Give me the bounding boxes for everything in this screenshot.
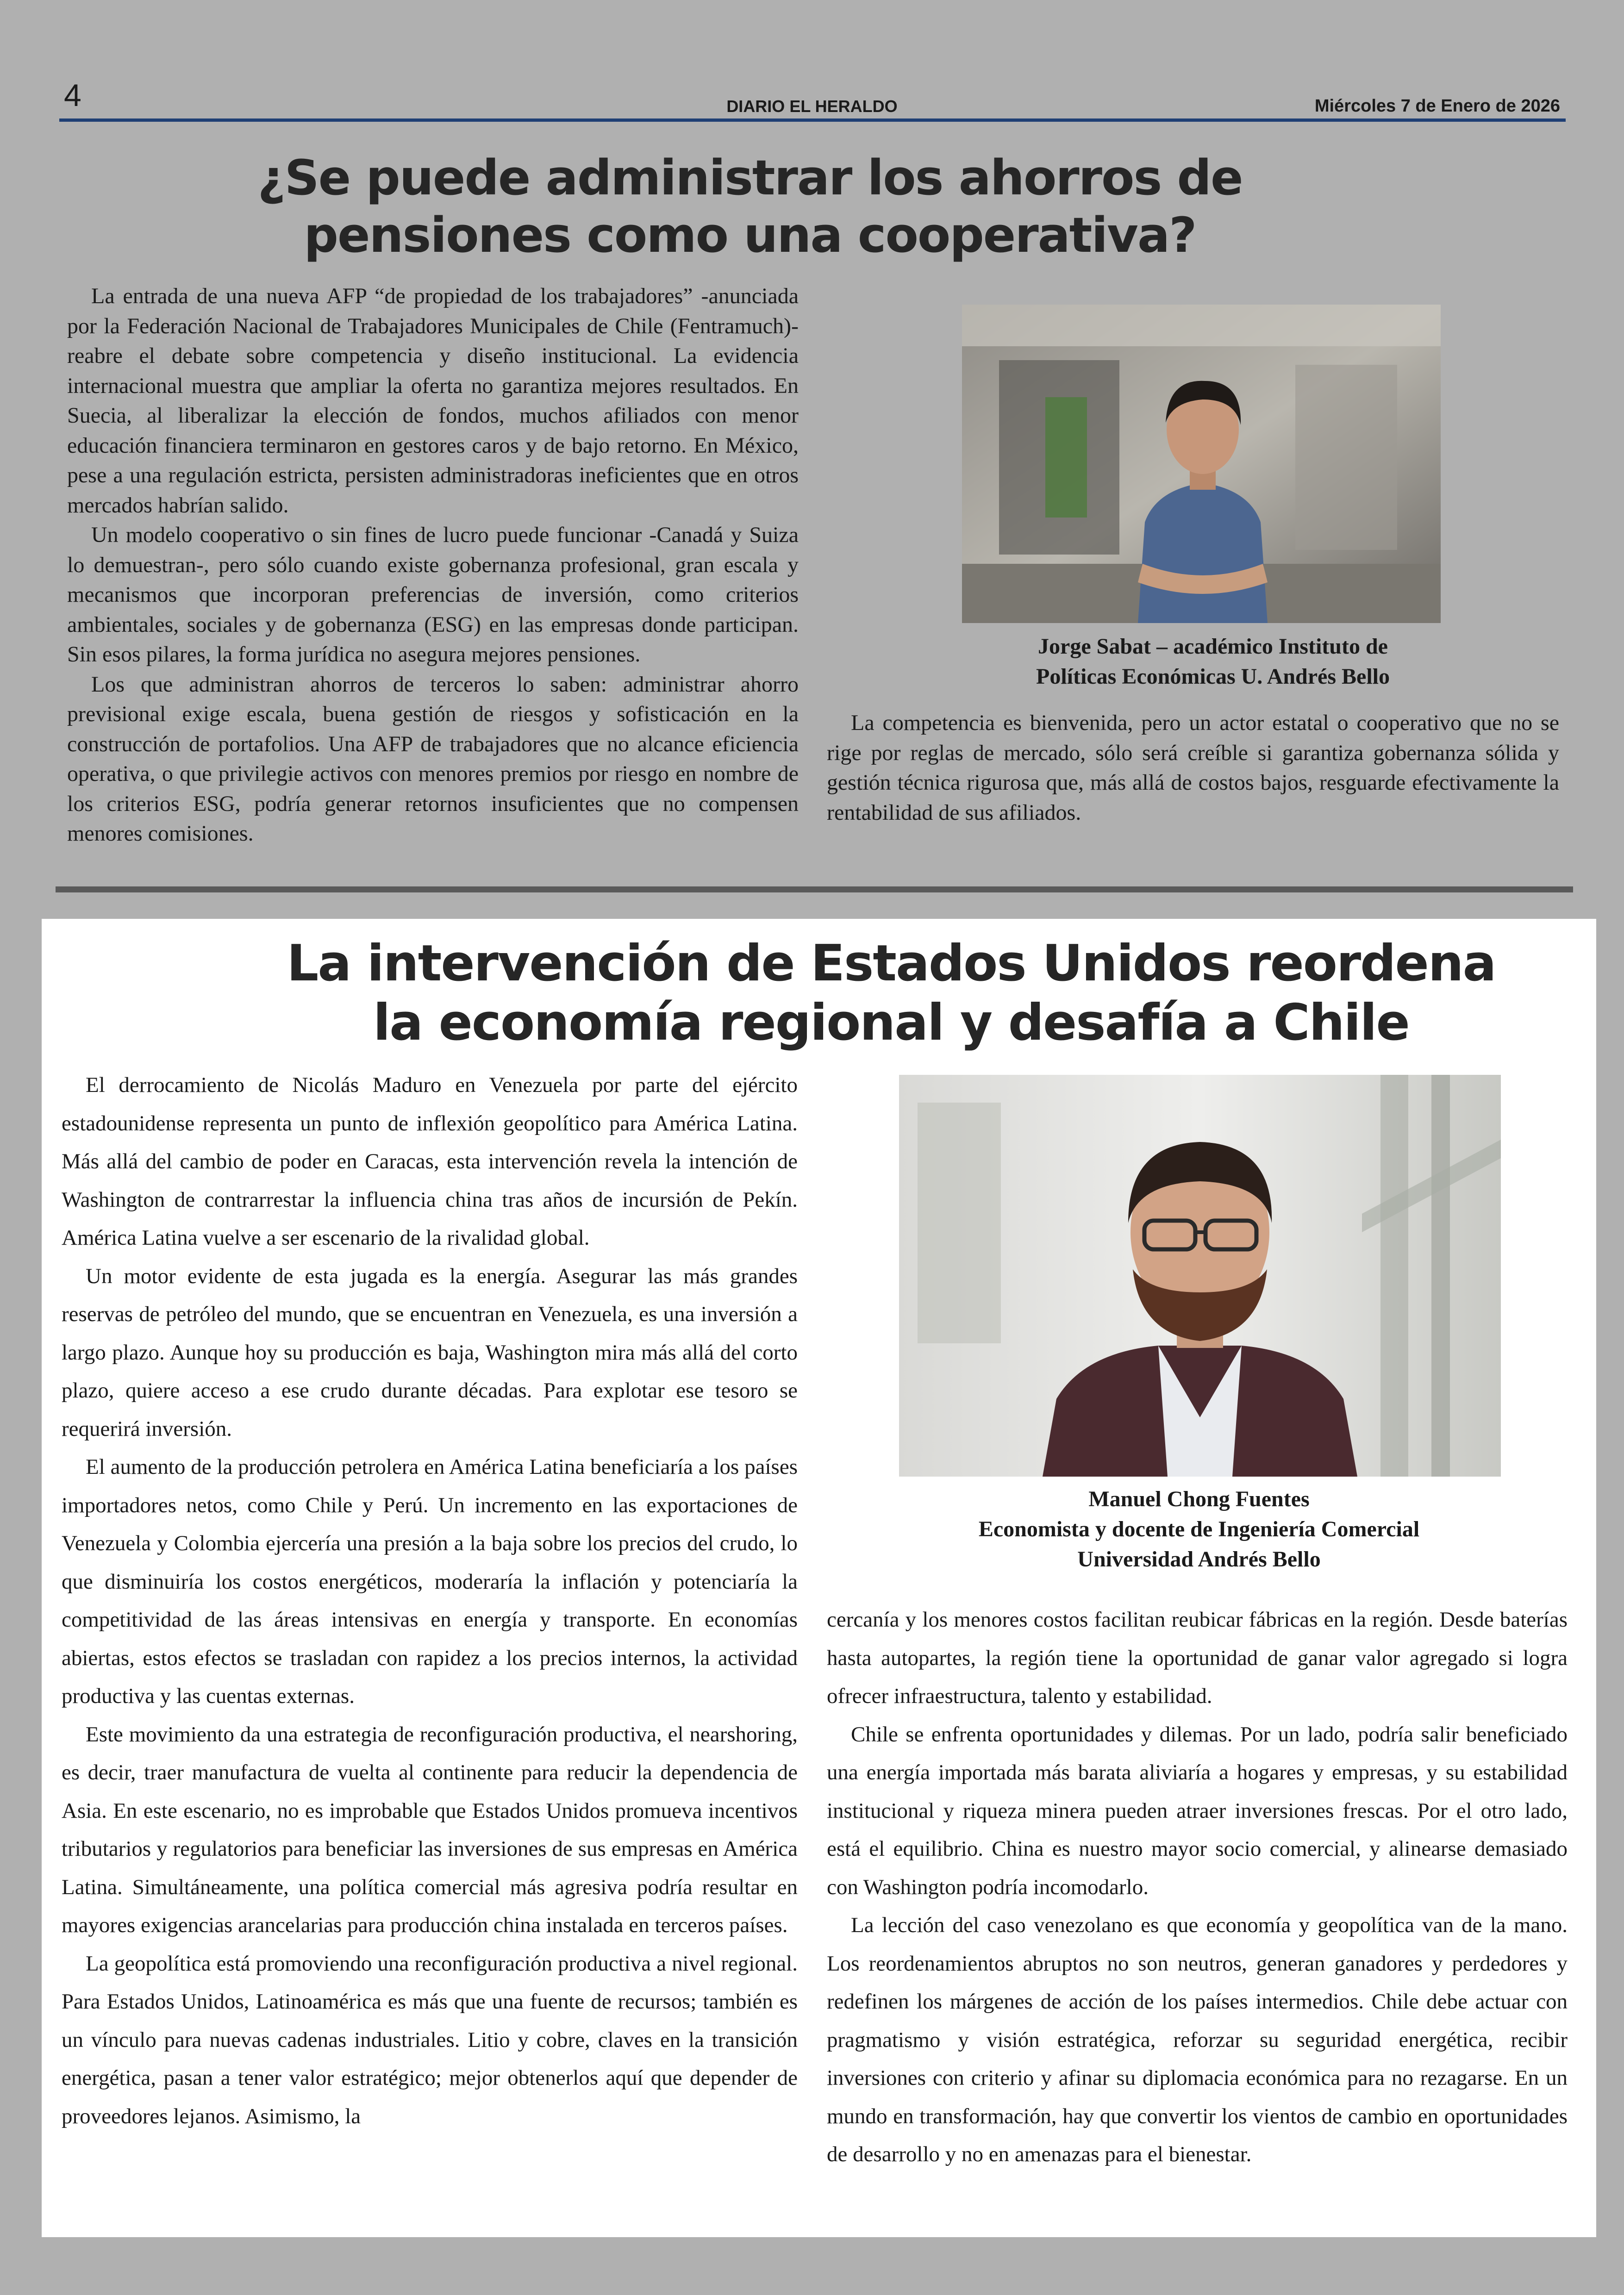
caption-line: Políticas Económicas U. Andrés Bello [1036, 664, 1390, 689]
article-1-right-column [827, 708, 1559, 828]
article-1-title-line: ¿Se puede administrar los ahorros de [257, 150, 1243, 206]
caption-line: Economista y docente de Ingeniería Comercial [978, 1517, 1420, 1541]
section-divider [56, 886, 1573, 892]
article-2-paragraph: El aumento de la producción petrolera en América Latina beneficiaría a los países importadores netos, como Chile y Perú. Un incremento en las exportaciones de Venezuela y Colombia ejercería una presión a la baja sobre los precios del crudo, lo que disminuiría los costos energéticos, moderaría la inflación y potenciaría la competitividad de las áreas intensivas en energía y transporte. En economías abiertas, estos efectos se trasladan con rapidez a los precios internos, la actividad productiva y las cuentas externas. [62, 1455, 798, 1708]
article-1-title-line: pensiones como una cooperativa? [304, 207, 1196, 263]
article-2-paragraph: La geopolítica está promoviendo una reconfiguración productiva a nivel regional. Para Estados Unidos, Latinoamérica es más que una fuente de recursos; también es un vínculo para nuevas cadenas industriales. Litio y cobre, claves en la transición energética, pasan a tener valor estratégico; mejor obtenerlos aquí que depender de proveedores lejanos. Asimismo, la [62, 1951, 798, 2128]
caption-line: Manuel Chong Fuentes [1088, 1487, 1310, 1511]
article-2-paragraph: El derrocamiento de Nicolás Maduro en Venezuela por parte del ejército estadounidense representa un punto de inflexión geopolítico para América Latina. Más allá del cambio de poder en Caracas, esta intervención revela la intención de Washington de contrarrestar la influencia china tras años de incursión de Pekín. América Latina vuelve a ser escenario de la rivalidad global. [62, 1073, 798, 1250]
article-1-paragraph: La competencia es bienvenida, pero un actor estatal o cooperativo que no se rige por reglas de mercado, sólo será creíble si garantiza gobernanza sólida y gestión técnica rigurosa que, más allá de costos bajos, resguarde efectivamente la rentabilidad de sus afiliados. [827, 711, 1559, 825]
article-2-paragraph-continued: cercanía y los menores costos facilitan reubicar fábricas en la región. Desde baterías hasta autopartes, la región tiene la oportunidad de ganar valor agregado si logra ofrecer infraestructura, talento y estabilidad. [827, 1608, 1568, 1708]
issue-date: Miércoles 7 de Enero de 2026 [1314, 96, 1560, 116]
article-2-title-line: La intervención de Estados Unidos reordena [287, 935, 1496, 992]
article-2-title-line: la economía regional y desafía a Chile [373, 994, 1409, 1052]
article-2-paragraph: Este movimiento da una estrategia de reconfiguración productiva, el nearshoring, es decir, traer manufactura de vuelta al continente para reducir la dependencia de Asia. En este escenario, no es improbable que Estados Unidos promueva incentivos tributarios y regulatorios para beneficiar las inversiones de sus empresas en América Latina. Simultáneamente, una política comercial más agresiva podría resultar en mayores exigencias arancelarias para producción china instalada en terceros países. [62, 1722, 798, 1937]
header-rule [59, 118, 1566, 122]
portrait-illustration [899, 1075, 1501, 1477]
portrait-illustration [962, 305, 1441, 623]
article-2-photo-caption [861, 1484, 1537, 1574]
article-1-paragraph: Los que administran ahorros de terceros lo saben: administrar ahorro previsional exige escala, buena gestión de riesgos y sofisticación en la construcción de portafolios. Una AFP de trabajadores que no alcance eficiencia operativa, o que privilegie activos con menores premios por riesgo en nombre de los criterios ESG, podría generar retornos insuficientes que no compensen menores comisiones. [67, 672, 799, 846]
article-2-right-column [827, 1601, 1568, 2174]
article-2-left-column [62, 1066, 798, 2135]
article-1-photo-caption [907, 631, 1518, 692]
author-photo-manuel-chong [899, 1075, 1501, 1477]
article-1-left-column [67, 281, 799, 849]
newspaper-name: DIARIO EL HERALDO [726, 97, 898, 116]
page-number: 4 [64, 78, 81, 113]
article-1-title [194, 149, 1305, 264]
article-1-paragraph: La entrada de una nueva AFP “de propiedad de los trabajadores” -anunciada por la Federación Nacional de Trabajadores Municipales de Chile (Fentramuch)- reabre el debate sobre competencia y diseño institucional. La evidencia internacional muestra que ampliar la oferta no garantiza mejores resultados. En Suecia, al liberalizar la elección de fondos, muchos afiliados con menor educación financiera terminaron en gestores caros y de bajo retorno. En México, pese a una regulación estricta, persisten administradoras ineficientes que en otros mercados habrían salido. [67, 284, 799, 518]
article-2-paragraph: La lección del caso venezolano es que economía y geopolítica van de la mano. Los reordenamientos abruptos no son neutros, generan ganadores y perdedores y redefinen los márgenes de acción de los países intermedios. Chile debe actuar con pragmatismo y visión estratégica, reforzar su seguridad energética, recibir inversiones con criterio y afinar su diplomacia económica para no rezagarse. En un mundo en transformación, hay que convertir los vientos de cambio en oportunidades de desarrollo y no en amenazas para el bienestar. [827, 1913, 1568, 2166]
author-photo-jorge-sabat [962, 305, 1441, 623]
article-1-paragraph: Un modelo cooperativo o sin fines de lucro puede funcionar -Canadá y Suiza lo demuestran-, pero sólo cuando existe gobernanza profesional, gran escala y mecanismos que incorporan preferencias de inversión, como criterios ambientales, sociales y de gobernanza (ESG) en las empresas donde participan. Sin esos pilares, la forma jurídica no asegura mejores pensiones. [67, 523, 799, 667]
article-2-paragraph: Un motor evidente de esta jugada es la energía. Asegurar las más grandes reservas de petróleo del mundo, que se encuentran en Venezuela, es una inversión a largo plazo. Aunque hoy su producción es baja, Washington mira más allá del corto plazo, quiere acceso a ese crudo durante décadas. Para explotar ese tesoro se requerirá inversión. [62, 1264, 798, 1441]
article-2-paragraph: Chile se enfrenta oportunidades y dilemas. Por un lado, podría salir beneficiado una energía importada más barata aliviaría a hogares y empresas, y su estabilidad institucional y riqueza minera pueden atraer inversiones frescas. Por el otro lado, está el equilibrio. China es nuestro mayor socio comercial, y alinearse demasiado con Washington podría incomodarlo. [827, 1722, 1568, 1899]
article-2-title [185, 934, 1597, 1053]
caption-line: Jorge Sabat – académico Instituto de [1038, 634, 1388, 659]
caption-line: Universidad Andrés Bello [1077, 1547, 1321, 1572]
